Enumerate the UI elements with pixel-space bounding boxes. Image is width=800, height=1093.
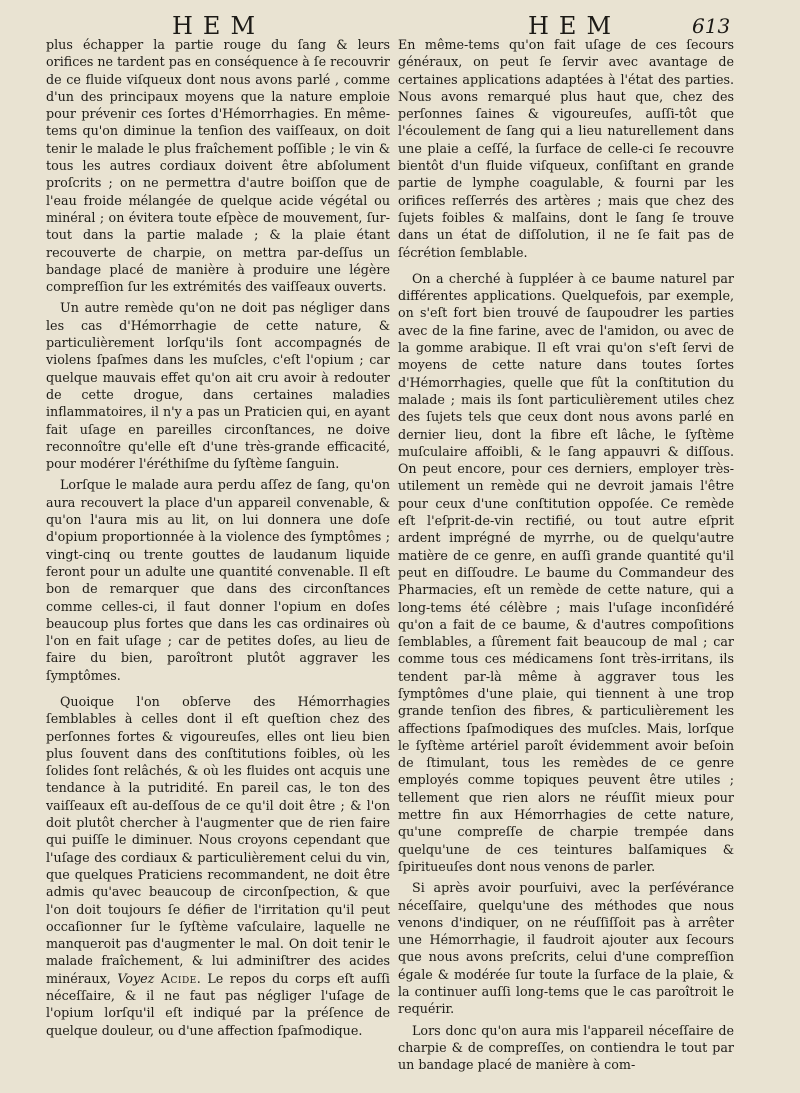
paragraph: Lorſque le malade aura perdu aſſez de ſang, qu'on aura recouvert la place d'un appareil convenable, & qu'on l'aura mis au lit, on lui donnera une doſe d'opium proportionnée à la violence des ſymptômes ; vingt-cinq ou trente gouttes de laudanum liquide feront pour un adulte une quantité convenable. Il eſt bon de remarquer que dans des circonſtances comme celles-ci, il faut donner l'opium en doſes beaucoup plus fortes que dans les cas ordinaires où l'on en fait uſage ; car de petites doſes, au lieu de faire du bien, paroîtront plutôt aggraver les ſymptômes. [46,477,390,683]
cross-reference-term: Acide [160,970,197,986]
paragraph-text: Quoique l'on obſerve des Hémorrhagies ſemblables à celles dont il eſt queſtion chez des perſonnes fortes & vigoureuſes, elles ont lieu bien plus ſouvent dans des conſtitutions foibles, où les ſolides ſont relâchés, & où les fluides ont acquis une tendance à la putridité. En pareil cas, le ton des vaiſſeaux eſt au-deſſous de ce qu'il doit être ; & l'on doit plutôt chercher à l'augmenter que de rien faire qui puiſſe le diminuer. Nous croyons cependant que l'uſage des cordiaux & particulièrement celui du vin, que quelques Praticiens recommandent, ne doit être admis qu'avec beaucoup de circonſpection, & que l'on doit toujours ſe défier de l'irritation qu'il peut occaſionner ſur le ſyſtème vaſculaire, laquelle ne manqueroit pas d'augmenter le mal. On doit tenir le malade fraîchement, & lui adminiſtrer des acides minéraux, [46,693,390,986]
page-number: 613 [692,14,731,38]
cross-reference-voyez: Voyez [117,970,155,986]
right-running-title: HEM [528,12,622,40]
paragraph: On a cherché à ſuppléer à ce baume naturel par différentes applications. Quelquefois, par exemple, on s'eſt fort bien trouvé de ſaupoudrer les parties avec de la fine farine, avec de l'amidon, ou avec de la gomme arabique. Il eſt vrai qu'on s'eſt ſervi de moyens de cette nature dans toutes ſortes d'Hémorrhagies, quelle que fût la conſtitution du malade ; mais ils ſont particulièrement utiles chez des ſujets tels que ceux dont nous avons parlé en dernier lieu, dont la fibre eſt lâche, le ſyſtème muſculaire affoibli, & le ſang appauvri & diſſous. On peut encore, pour ces derniers, employer très-utilement un remède qui ne devroit jamais l'être pour ceux d'une conſtitution oppoſée. Ce remède eſt l'eſprit-de-vin rectifié, ou tout autre eſprit ardent imprégné de myrrhe, ou de quelqu'autre matière de ce genre, en auſſi grande quantité qu'il peut en diſſoudre. Le baume du Commandeur des Pharmacies, eſt un remède de cette nature, qui a long-tems été célèbre ; mais l'uſage inconſidéré qu'on a fait de ce baume, & d'autres compoſitions ſemblables, a ſûrement fait beaucoup de mal ; car comme tous ces médicamens ſont très-irritans, ils tendent par-là même à aggraver tous les ſymptômes d'une plaie, qui tiennent à une trop grande tenſion des fibres, & particulièrement les affections ſpaſmodiques des muſcles. Mais, lorſque le ſyſtème artériel paroît évidemment avoir beſoin de ſtimulant, tous les remèdes de ce genre employés comme topiques peuvent être utiles ; tellement que rien alors ne réuſſit mieux pour mettre fin aux Hémorrhagies de cette nature, qu'une compreſſe de charpie trempée dans quelqu'une de ces teintures balſamiques & ſpiritueuſes dont nous venons de parler. [398,270,734,874]
left-column [46,36,390,1043]
paragraph: Si après avoir pourſuivi, avec la perſévérance néceſſaire, quelqu'une des méthodes que nous venons d'indiquer, on ne réuſſiſſoit pas à arrêter une Hémorrhagie, il faudroit ajouter aux ſecours que nous avons preſcrits, celui d'une compreſſion égale & modérée ſur toute la ſurface de la plaie, & la continuer auſſi long-tems que le cas paroîtroit le requérir. [398,880,734,1017]
paragraph-text-end: . Le repos du corps eſt auſſi néceſſaire, & il ne faut pas négliger l'uſage de l'opium lorſqu'il eſt indiqué par la préſence de quelque douleur, ou d'une affection ſpaſmodique. [46,970,390,1038]
paragraph: En même-tems qu'on fait uſage de ces ſecours généraux, on peut ſe ſervir avec avantage de certaines applications adaptées à l'état des parties. Nous avons remarqué plus haut que, chez des perſonnes ſaines & vigoureuſes, auſſi-tôt que l'écoulement de ſang qui a lieu naturellement dans une plaie a ceſſé, la ſurface de celle-ci ſe recouvre bientôt d'un fluide viſqueux, conſiſtant en grande partie de lymphe coagulable, & fourni par les orifices reſſerrés des artères ; mais que chez des ſujets foibles & malſains, dont le ſang ſe trouve dans un état de diſſolution, il ne ſe fait pas de ſécrétion ſemblable. [398,37,734,260]
left-running-title: HEM [172,12,266,40]
paragraph: Un autre remède qu'on ne doit pas négliger dans les cas d'Hémorrhagie de cette nature, & particulièrement lorſqu'ils ſont accompagnés de violens ſpaſmes dans les muſcles, c'eſt l'opium ; car quelque mauvais effet qu'on ait cru avoir à redouter de cette drogue, dans certaines maladies inflammatoires, il n'y a pas un Praticien qui, en ayant fait uſage en pareilles circonſtances, ne doive reconnoître qu'elle eſt d'une très-grande efficacité, pour modérer l'éréthiſme du ſyſtème ſanguin. [46,300,390,472]
paragraph-with-reference [46,693,390,1039]
paragraph: plus échapper la partie rouge du ſang & leurs orifices ne tardent pas en conséquence à ſe recouvrir de ce fluide viſqueux dont nous avons parlé , comme d'un des principaux moyens que la nature emploie pour prévenir ces ſortes d'Hémorrhagies. En même-tems qu'on diminue la tenſion des vaiſſeaux, on doit tenir le malade le plus fraîchement poſſible ; le vin & tous les autres cordiaux doivent être abſolument proſcrits ; on ne permettra d'autre boiſſon que de l'eau froide mélangée de quelque acide végétal ou minéral ; on évitera toute eſpèce de mouvement, ſur-tout dans la partie malade ; & la plaie étant recouverte de charpie, on mettra par-deſſus un bandage placé de manière à produire une légère compreſſion ſur les extrémités des vaiſſeaux ouverts. [46,37,390,295]
paragraph: Lors donc qu'on aura mis l'appareil néceſſaire de charpie & de compreſſes, on contiendra le tout par un bandage placé de manière à com- [398,1022,734,1073]
right-column [398,36,734,1078]
